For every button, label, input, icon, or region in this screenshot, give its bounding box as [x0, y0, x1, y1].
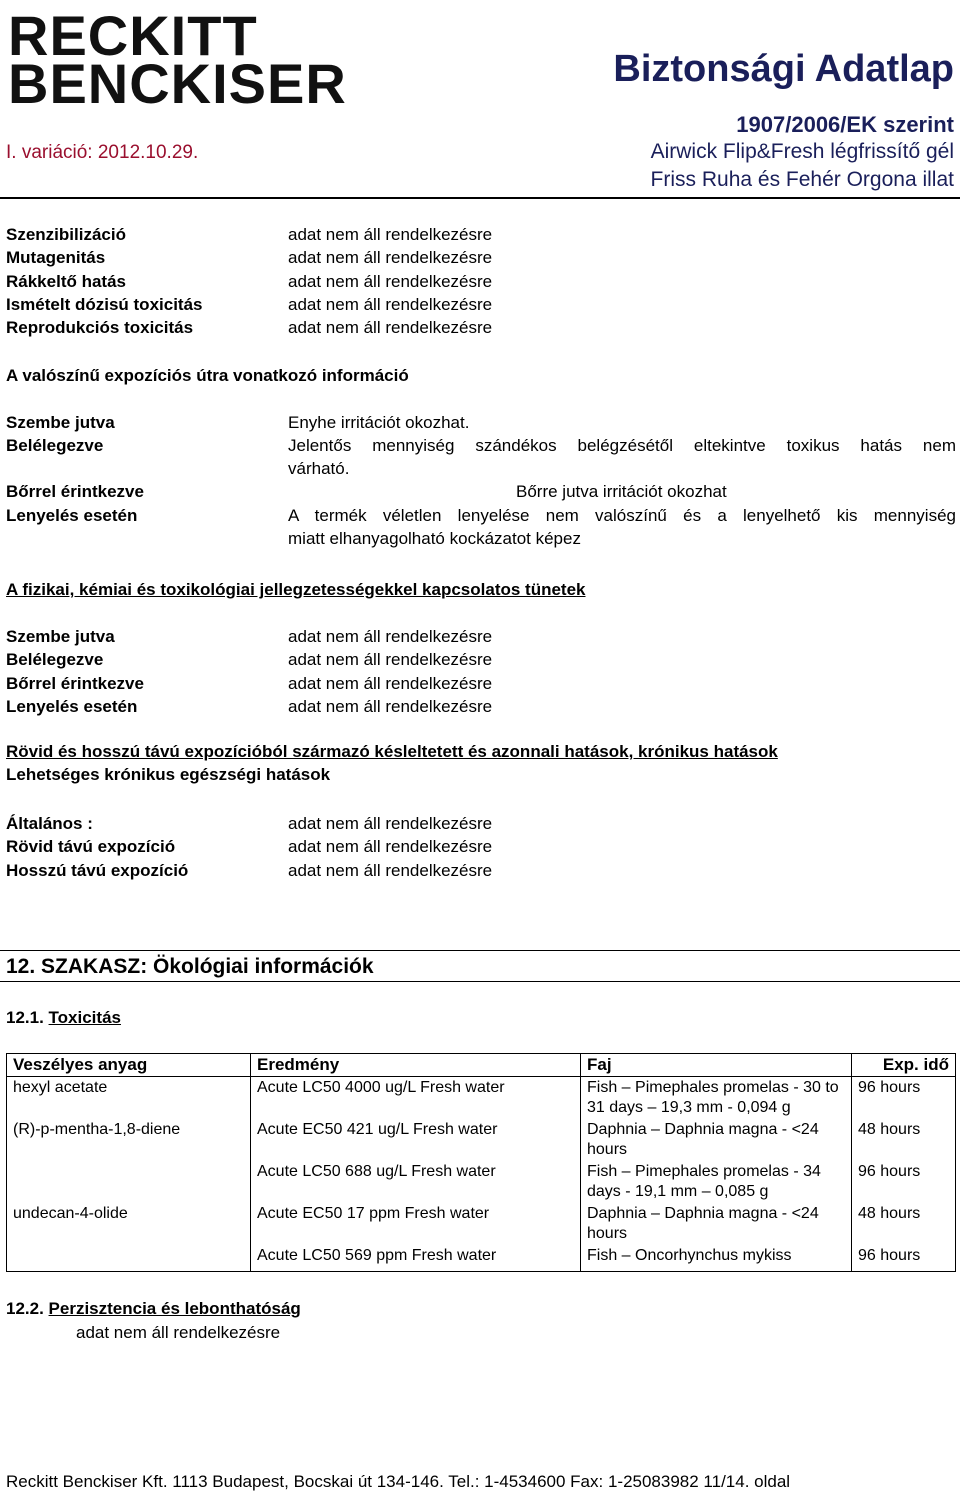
result-cell: Acute EC50 17 ppm Fresh water — [251, 1203, 581, 1245]
result-cell: Acute EC50 421 ug/L Fresh water — [251, 1119, 581, 1161]
subsection-12-1-heading — [6, 1008, 121, 1028]
substance-cell — [7, 1245, 251, 1272]
species-cell: Fish – Oncorhynchus mykiss — [581, 1245, 852, 1272]
table-row — [7, 1203, 956, 1245]
exposure-value: Jelentős mennyiség szándékos belégzésétől eltekintve toxikus hatás nem — [288, 436, 956, 455]
tox-effect-value: adat nem áll rendelkezésre — [288, 318, 493, 337]
symptoms-heading: A fizikai, kémiai és toxikológiai jellegzetességekkel kapcsolatos tünetek — [6, 580, 586, 599]
logo-line-2: BENCKISER — [8, 52, 347, 115]
exposure-value: Enyhe irritációt okozhat. — [288, 413, 470, 432]
column-header: Eredmény — [251, 1054, 581, 1077]
subsection-title: Toxicitás — [48, 1008, 121, 1027]
exposure-route-heading: A valószínű expozíciós útra vonatkozó információ — [6, 366, 409, 385]
exposure-value: miatt elhanyagolható kockázatot képez — [288, 529, 581, 548]
result-cell: Acute LC50 569 ppm Fresh water — [251, 1245, 581, 1272]
column-header: Faj — [581, 1054, 852, 1077]
delayed-effects-heading: Rövid és hosszú távú expozícióból származó késleltetett és azonnali hatások, krónikus hatások — [6, 742, 778, 761]
tox-effect-label: Reprodukciós toxicitás — [6, 318, 194, 337]
substance-cell: hexyl acetate — [7, 1077, 251, 1120]
tox-effect-label: Szenzibilizáció — [6, 225, 126, 244]
delayed-label: Hosszú távú expozíció — [6, 861, 189, 880]
regulation-line: 1907/2006/EK szerint — [736, 112, 954, 137]
symptom-value: adat nem áll rendelkezésre — [288, 697, 493, 716]
tox-effect-value: adat nem áll rendelkezésre — [288, 295, 493, 314]
company-logo — [8, 4, 347, 115]
symptom-value: adat nem áll rendelkezésre — [288, 627, 493, 646]
chronic-effects-heading: Lehetséges krónikus egészségi hatások — [6, 765, 331, 784]
time-cell: 48 hours — [852, 1203, 956, 1245]
page-footer: Reckitt Benckiser Kft. 1113 Budapest, Bocskai út 134-146. Tel.: 1-4534600 Fax: 1-25083982 11/14. oldal — [6, 1472, 791, 1491]
symptom-label: Bőrrel érintkezve — [6, 674, 144, 693]
time-cell: 96 hours — [852, 1161, 956, 1203]
exposure-label: Bőrrel érintkezve — [6, 482, 144, 501]
header-divider — [0, 197, 960, 199]
time-cell: 48 hours — [852, 1119, 956, 1161]
exposure-label: Lenyelés esetén — [6, 506, 138, 525]
symptom-value: adat nem áll rendelkezésre — [288, 650, 493, 669]
species-cell: Daphnia – Daphnia magna - <24 hours — [581, 1119, 852, 1161]
table-row — [7, 1161, 956, 1203]
species-cell: Fish – Pimephales promelas - 30 to 31 days – 19,3 mm - 0,094 g — [581, 1077, 852, 1120]
exposure-value: Bőrre jutva irritációt okozhat — [516, 482, 727, 501]
substance-cell — [7, 1161, 251, 1203]
subsection-12-2-value: adat nem áll rendelkezésre — [76, 1323, 281, 1342]
delayed-value: adat nem áll rendelkezésre — [288, 861, 493, 880]
variant-date: I. variáció: 2012.10.29. — [6, 142, 199, 163]
tox-effect-label: Mutagenitás — [6, 248, 106, 267]
toxicity-table — [6, 1053, 956, 1272]
product-name-line-2: Friss Ruha és Fehér Orgona illat — [650, 168, 954, 191]
subsection-number: 12.1. — [6, 1008, 44, 1027]
tox-effect-value: adat nem áll rendelkezésre — [288, 225, 493, 244]
section-12-title: 12. SZAKASZ: Ökológiai információk — [6, 955, 374, 978]
exposure-value: A termék véletlen lenyelése nem valószínű és a lenyelhető kis mennyiség — [288, 506, 956, 525]
exposure-label: Belélegezve — [6, 436, 104, 455]
result-cell: Acute LC50 4000 ug/L Fresh water — [251, 1077, 581, 1120]
product-name-line-1: Airwick Flip&Fresh légfrissítő gél — [650, 140, 954, 163]
logo-line-1: RECKITT — [8, 4, 258, 67]
delayed-value: adat nem áll rendelkezésre — [288, 814, 493, 833]
symptom-value: adat nem áll rendelkezésre — [288, 674, 493, 693]
symptom-label: Szembe jutva — [6, 627, 115, 646]
species-cell: Daphnia – Daphnia magna - <24 hours — [581, 1203, 852, 1245]
subsection-title: Perzisztencia és lebonthatóság — [48, 1299, 301, 1318]
column-header: Veszélyes anyag — [7, 1054, 251, 1077]
delayed-value: adat nem áll rendelkezésre — [288, 837, 493, 856]
tox-effect-label: Rákkeltő hatás — [6, 272, 126, 291]
column-header: Exp. idő — [852, 1054, 956, 1077]
subsection-number: 12.2. — [6, 1299, 44, 1318]
subsection-12-2-heading — [6, 1299, 301, 1319]
time-cell: 96 hours — [852, 1077, 956, 1120]
exposure-label: Szembe jutva — [6, 413, 115, 432]
section-12-bottom-rule — [0, 981, 960, 982]
table-header-row — [7, 1054, 956, 1077]
tox-effect-label: Ismételt dózisú toxicitás — [6, 295, 203, 314]
table-row — [7, 1245, 956, 1272]
time-cell: 96 hours — [852, 1245, 956, 1272]
table-row — [7, 1119, 956, 1161]
tox-effect-value: adat nem áll rendelkezésre — [288, 248, 493, 267]
table-row — [7, 1077, 956, 1120]
section-12-top-rule — [0, 950, 960, 951]
symptom-label: Lenyelés esetén — [6, 697, 138, 716]
species-cell: Fish – Pimephales promelas - 34 days - 19,1 mm – 0,085 g — [581, 1161, 852, 1203]
symptom-label: Belélegezve — [6, 650, 104, 669]
delayed-label: Rövid távú expozíció — [6, 837, 176, 856]
result-cell: Acute LC50 688 ug/L Fresh water — [251, 1161, 581, 1203]
substance-cell: (R)-p-mentha-1,8-diene — [7, 1119, 251, 1161]
document-title: Biztonsági Adatlap — [613, 48, 954, 90]
tox-effect-value: adat nem áll rendelkezésre — [288, 272, 493, 291]
exposure-value: várható. — [288, 459, 350, 478]
delayed-label: Általános : — [6, 814, 93, 833]
substance-cell: undecan-4-olide — [7, 1203, 251, 1245]
